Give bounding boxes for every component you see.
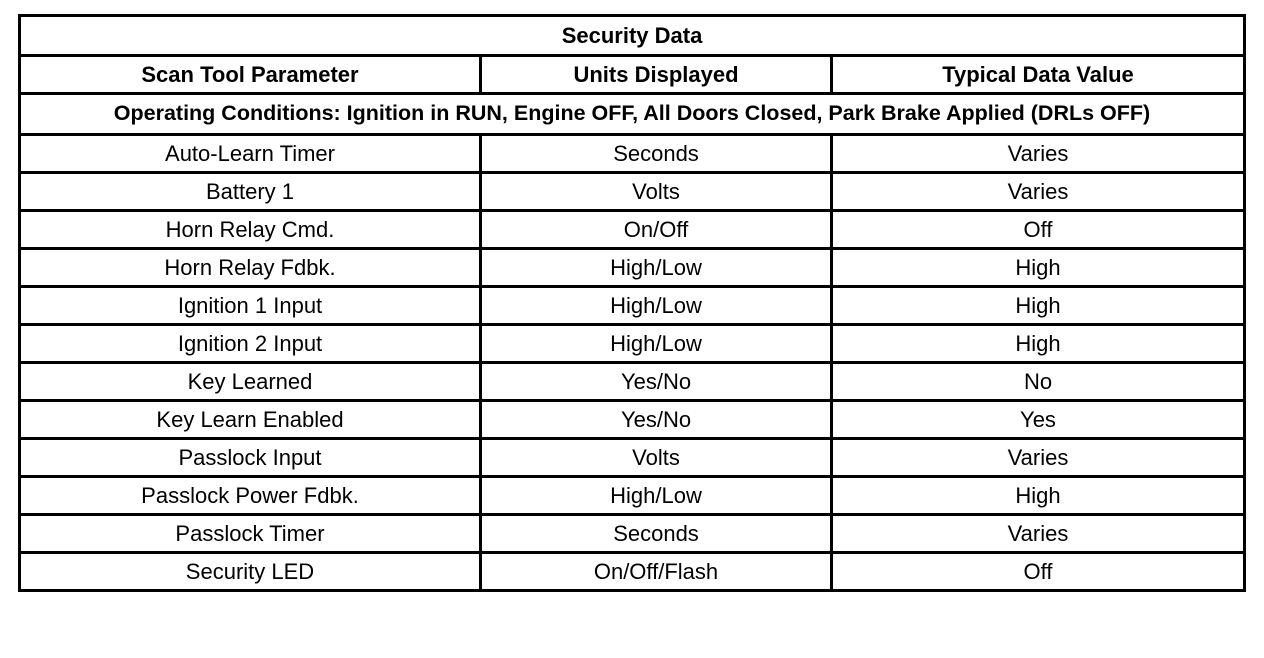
units-cell: High/Low — [481, 477, 832, 515]
parameter-cell: Key Learn Enabled — [20, 401, 481, 439]
parameter-cell: Passlock Power Fdbk. — [20, 477, 481, 515]
parameter-cell: Ignition 1 Input — [20, 287, 481, 325]
table-row — [20, 477, 1245, 515]
units-cell: Seconds — [481, 135, 832, 173]
units-cell: High/Low — [481, 325, 832, 363]
parameter-cell: Key Learned — [20, 363, 481, 401]
table-body — [20, 135, 1245, 591]
typical-value-cell: Off — [832, 211, 1245, 249]
table-row — [20, 249, 1245, 287]
parameter-cell: Ignition 2 Input — [20, 325, 481, 363]
units-cell: Yes/No — [481, 401, 832, 439]
parameter-cell: Auto-Learn Timer — [20, 135, 481, 173]
typical-value-cell: Varies — [832, 135, 1245, 173]
table-header-row — [20, 56, 1245, 94]
units-cell: High/Low — [481, 249, 832, 287]
table-row — [20, 135, 1245, 173]
typical-value-cell: Off — [832, 553, 1245, 591]
units-cell: On/Off — [481, 211, 832, 249]
parameter-cell: Battery 1 — [20, 173, 481, 211]
table-row — [20, 211, 1245, 249]
table-title-row — [20, 16, 1245, 56]
typical-value-cell: Varies — [832, 173, 1245, 211]
table-title: Security Data — [20, 16, 1245, 56]
units-cell: Seconds — [481, 515, 832, 553]
table-row — [20, 173, 1245, 211]
security-data-table — [18, 14, 1246, 592]
table-row — [20, 287, 1245, 325]
parameter-cell: Horn Relay Fdbk. — [20, 249, 481, 287]
table-row — [20, 325, 1245, 363]
column-header-units: Units Displayed — [481, 56, 832, 94]
parameter-cell: Passlock Input — [20, 439, 481, 477]
typical-value-cell: High — [832, 325, 1245, 363]
table-row — [20, 363, 1245, 401]
units-cell: Volts — [481, 439, 832, 477]
typical-value-cell: High — [832, 249, 1245, 287]
typical-value-cell: Varies — [832, 439, 1245, 477]
units-cell: High/Low — [481, 287, 832, 325]
units-cell: Volts — [481, 173, 832, 211]
typical-value-cell: No — [832, 363, 1245, 401]
parameter-cell: Passlock Timer — [20, 515, 481, 553]
units-cell: Yes/No — [481, 363, 832, 401]
table-row — [20, 401, 1245, 439]
parameter-cell: Horn Relay Cmd. — [20, 211, 481, 249]
table-row — [20, 553, 1245, 591]
typical-value-cell: High — [832, 287, 1245, 325]
table-row — [20, 439, 1245, 477]
typical-value-cell: High — [832, 477, 1245, 515]
units-cell: On/Off/Flash — [481, 553, 832, 591]
typical-value-cell: Varies — [832, 515, 1245, 553]
operating-conditions-row — [20, 94, 1245, 135]
column-header-typical-value: Typical Data Value — [832, 56, 1245, 94]
column-header-parameter: Scan Tool Parameter — [20, 56, 481, 94]
typical-value-cell: Yes — [832, 401, 1245, 439]
table-row — [20, 515, 1245, 553]
parameter-cell: Security LED — [20, 553, 481, 591]
operating-conditions: Operating Conditions: Ignition in RUN, Engine OFF, All Doors Closed, Park Brake Applied (DRLs OFF) — [20, 94, 1245, 135]
